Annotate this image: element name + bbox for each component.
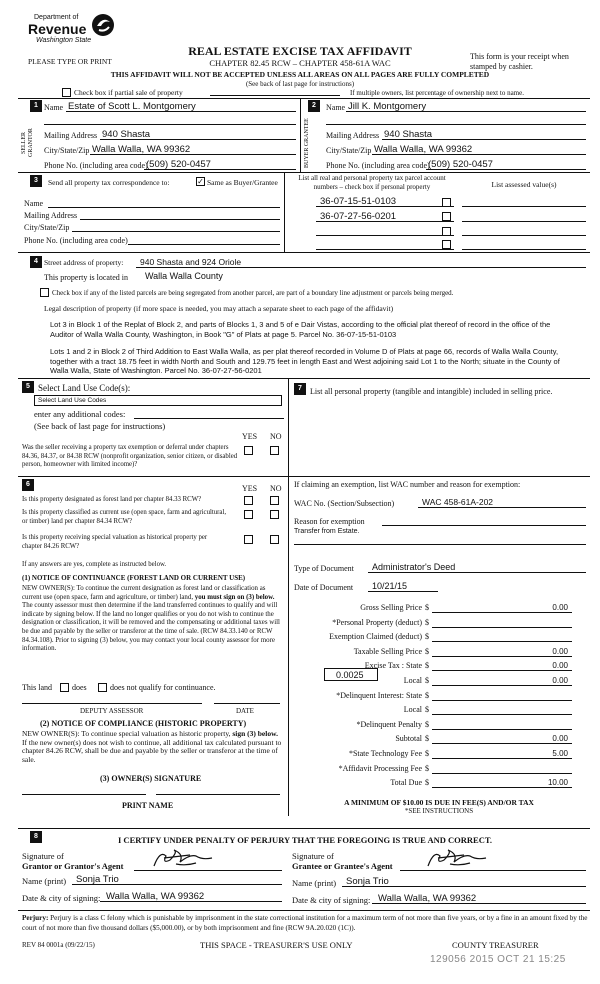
deputy-line (22, 703, 202, 704)
tax-row-label: Exemption Claimed (deduct) (329, 632, 422, 641)
s2-name-label: Name (326, 103, 346, 112)
grantor-name-label: Name (print) (22, 876, 67, 886)
section-5-badge: 5 (22, 381, 34, 393)
wac-label: WAC No. (Section/Subsection) (294, 499, 395, 508)
tax-row-amount: 0.00 (552, 661, 568, 670)
tax-row-label: Subtotal (395, 734, 422, 743)
grantee-agent-label: Grantee or Grantee's Agent (292, 861, 393, 871)
tax-row-line (432, 612, 572, 613)
parcel-2: 36-07-27-56-0201 (320, 211, 397, 222)
doc-date-line (368, 591, 438, 592)
parcel-2-checkbox[interactable] (442, 212, 451, 221)
parcel-line-2 (316, 221, 454, 222)
s3-phone-label: Phone No. (including area code) (24, 236, 128, 245)
tax-row-label: *Delinquent Interest: State (336, 691, 422, 700)
s5-no: NO (270, 432, 282, 441)
does-not-checkbox[interactable] (98, 683, 107, 692)
tax-row-amount: 5.00 (552, 749, 568, 758)
tax-row-amount: 0.00 (552, 603, 568, 612)
same-as-buyer-checkbox[interactable]: ✓ (197, 177, 204, 186)
section-7-badge: 7 (294, 383, 306, 395)
continuance-text-a: NEW OWNER(S): To continue the current designation as forest land or classification as current use (open space, farm and agriculture, or timber) land, (22, 585, 266, 601)
doc-type-line (368, 572, 586, 573)
s6-q3: Is this property receiving special valuation as historical property per chapter 84.26 RCW? (22, 534, 208, 550)
rule (18, 828, 590, 829)
rule (18, 378, 590, 379)
treasurer-space: THIS SPACE - TREASURER'S USE ONLY (200, 940, 353, 950)
certify: I CERTIFY UNDER PENALTY OF PERJURY THAT THE FOREGOING IS TRUE AND CORRECT. (118, 835, 493, 845)
s2-mail-label: Mailing Address (326, 131, 380, 140)
tax-row-line (432, 656, 572, 657)
grantor-date-label: Date & city of signing: (22, 893, 101, 903)
personal-property: List all personal property (tangible and intangible) included in selling price. (310, 387, 553, 396)
tax-row-amount: 0.00 (552, 676, 568, 685)
reason-line-2 (294, 544, 586, 545)
wac-value: WAC 458-61A-202 (422, 497, 494, 507)
street-value: 940 Shasta and 924 Oriole (140, 257, 242, 267)
tax-row-dollar: $ (425, 603, 429, 612)
buyer-grantee-label: BUYER GRANTEE (304, 118, 310, 168)
owner-sig-line-1 (22, 794, 146, 795)
tax-row-dollar: $ (425, 676, 429, 685)
s6-q2-no[interactable] (270, 510, 279, 519)
assessed-line-1 (462, 206, 586, 207)
tax-row-line (432, 743, 572, 744)
s2-name: Jill K. Montgomery (348, 101, 427, 112)
receipt-note: This form is your receipt when stamped by cashier. (470, 52, 569, 71)
historic-text-b: If the new owner(s) does not wish to continue, all additional tax calculated pursuant to chapter 84.26 RCW, shall be due and payable by the seller or transferor at the time of sale. (22, 737, 282, 764)
date-line (214, 703, 280, 704)
logo-department: Department of (34, 14, 79, 21)
tax-row-line (432, 641, 572, 642)
grantor-place: Walla Walla, WA 99362 (106, 891, 205, 902)
minimum-note: A MINIMUM OF $10.00 IS DUE IN FEE(S) AND/OR TAX (344, 798, 534, 807)
continuance-title: (1) NOTICE OF CONTINUANCE (FOREST LAND OR CURRENT USE) (22, 574, 246, 582)
assessed-line-2 (462, 221, 586, 222)
tax-row-label: Total Due (390, 778, 422, 787)
tax-row-dollar: $ (425, 749, 429, 758)
tax-row-label: *Delinquent Penalty (356, 720, 422, 729)
section-2-badge: 2 (308, 100, 320, 112)
tax-row-label: Taxable Selling Price (353, 647, 422, 656)
seller-grantor-label: SELLER GRANTOR (21, 128, 34, 158)
reason-value: Transfer from Estate. (294, 528, 360, 535)
s6-q1-no[interactable] (270, 496, 279, 505)
tax-row-label: Local (403, 705, 422, 714)
section-1-badge: 1 (30, 100, 42, 112)
rule (18, 252, 590, 253)
perjury-bold: Perjury: (22, 914, 49, 922)
partial-sale-checkbox[interactable] (62, 88, 71, 97)
s1-mail-line (100, 139, 296, 140)
s1-name: Estate of Scott L. Montgomery (68, 101, 196, 112)
grantee-name-line (342, 886, 586, 887)
tax-row-amount: 10.00 (547, 778, 568, 787)
s3-send-label: Send all property tax correspondence to: (48, 178, 170, 187)
assessed-line-4 (462, 249, 586, 250)
s1-city-line (90, 154, 296, 155)
s3-mail-line (80, 219, 280, 220)
deputy-label: DEPUTY ASSESSOR (80, 707, 144, 715)
owner-sig-line-2 (156, 794, 280, 795)
assessed-line-3 (462, 235, 586, 236)
date-label: DATE (236, 707, 254, 715)
owner-signature-label: (3) OWNER(S) SIGNATURE (100, 774, 202, 783)
section-6-badge: 6 (22, 479, 34, 491)
tax-row-line (432, 700, 572, 701)
section-3-badge: 3 (30, 175, 42, 187)
s3-name-line (48, 207, 280, 208)
s3-phone-line (128, 244, 280, 245)
grantor-agent-label: Grantor or Grantor's Agent (22, 861, 124, 871)
local-rate-value: 0.0025 (336, 670, 364, 680)
tax-row-dollar: $ (425, 720, 429, 729)
assessed-header: List assessed value(s) (491, 180, 557, 189)
grantor-sig-of: Signature of (22, 851, 64, 861)
s1-phone-label: Phone No. (including area code) (44, 161, 148, 170)
doc-type-value: Administrator's Deed (372, 562, 456, 572)
parcel-line-3 (316, 235, 454, 236)
grantee-place-line (372, 903, 586, 904)
s2-phone-line (426, 169, 586, 170)
rev-number: REV 84 0001a (09/22/15) (22, 941, 95, 949)
section-4-badge: 4 (30, 256, 42, 268)
parcel-line-4 (316, 249, 454, 250)
perjury-text: Perjury is a class C felony which is punishable by imprisonment in the state correctional institution for a maximum term of not more than five years, or by a fine in an amount fixed by the court of not more than five thousand dollars ($5,000.00), or by both imprisonment and fine (RCW 9A.20.020 (1C)). (22, 914, 588, 932)
parcel-header: List all real and personal property tax parcel account numbers – check box if personal property (298, 174, 446, 191)
see-instructions: *SEE INSTRUCTIONS (404, 807, 474, 815)
s1-city: Walla Walla, WA 99362 (92, 144, 191, 155)
tax-row-line (432, 714, 572, 715)
tax-row-label: Excise Tax : State (364, 661, 422, 670)
rule (300, 98, 301, 172)
tax-row-dollar: $ (425, 647, 429, 656)
reason-line (382, 525, 586, 526)
treasurer-stamp: 129056 2015 OCT 21 15:25 (430, 954, 566, 965)
rule (18, 172, 590, 173)
s3-name-label: Name (24, 199, 44, 208)
parcel-line-1 (316, 206, 454, 207)
tax-row-line (432, 787, 572, 788)
see-back: (See back of last page for instructions) (245, 80, 355, 88)
dor-logo (28, 12, 128, 52)
rule (288, 378, 289, 816)
print-name-label: PRINT NAME (122, 801, 174, 810)
s3-city-line (72, 231, 280, 232)
does-checkbox[interactable] (60, 683, 69, 692)
reason-label: Reason for exemption (294, 517, 365, 526)
doc-type-label: Type of Document (294, 564, 354, 573)
s1-mail: 940 Shasta (102, 129, 151, 140)
logo-revenue: Revenue (28, 21, 87, 37)
continuance-text-b: The county assessor must then determine if the land transferred continues to qualify and will indicate by signing below. If the land no longer qualifies or you do not wish to continue the designation or classification, it will be removed and the compensating or additional taxes will be due and payable by the seller or transferor at the time of sale. (RCW 84.33.140 or RCW 84.34.108). Prior to signing (3) below, you may contact your local county assessor for more information. (22, 602, 280, 653)
tax-row-amount: 0.00 (552, 734, 568, 743)
land-use-select[interactable] (34, 395, 282, 406)
grantor-place-line (100, 901, 282, 902)
legal-desc-2: Lots 1 and 2 in Block 2 of Third Addition to East Walla Walla, as per plat thereof recorded in Volume D of Plats at page 66, records of Walla Walla County, together with a tract 18.75 feet in width North and South and 129.75 feet in length East and West adjoining said Lot 1 to the North; situate in the County of Walla Walla, State of Washington. Parcel No. 36-07-27-56-0201 (50, 347, 560, 375)
does-label: does (72, 683, 87, 692)
historic-text-bold: sign (3) below. (232, 729, 278, 738)
s3-city-label: City/State/Zip (24, 223, 70, 232)
s2-name-line (346, 111, 586, 112)
rule (18, 910, 590, 911)
s1-extra-line (44, 124, 296, 125)
tax-row-label: *State Technology Fee (348, 749, 422, 758)
historic-text (22, 730, 284, 764)
please-type: PLEASE TYPE OR PRINT (28, 57, 112, 66)
s6-q2: Is this property classified as current use (open space, farm and agricultural, or timber) land per chapter 84.34 RCW? (22, 509, 227, 525)
local-rate-box[interactable] (324, 668, 378, 681)
tax-row-dollar: $ (425, 734, 429, 743)
legal-desc-1: Lot 3 in Block 1 of the Replat of Block 2, and parts of Blocks 1, 3 and 5 of e Dair Vistas, according to the official plat thereof of record in the office of the Auditor of Walla Walla County, Washington, in Book "G" of Plats at page 5. Parcel No. 36-07-15-51-0103 (50, 320, 551, 339)
s6-if-yes: If any answers are yes, complete as instructed below. (22, 561, 167, 568)
revenue-swirl-icon (90, 12, 116, 38)
page-subtitle: CHAPTER 82.45 RCW – CHAPTER 458-61A WAC (209, 58, 391, 68)
street-line (136, 267, 586, 268)
tax-row-line (432, 670, 572, 671)
does-not-label: does not qualify for continuance. (110, 683, 216, 692)
tax-row-line (432, 758, 572, 759)
tax-row-label: *Affidavit Processing Fee (338, 764, 422, 773)
multiple-owners: If multiple owners, list percentage of ownership next to name. (350, 89, 524, 97)
tax-row-dollar: $ (425, 632, 429, 641)
parcel-3-checkbox[interactable] (442, 227, 451, 236)
s2-city: Walla Walla, WA 99362 (374, 144, 473, 155)
s6-yes: YES (242, 484, 258, 493)
continuance-text-bold: you must sign on (3) below. (194, 593, 275, 601)
tax-row-label: Local (403, 676, 422, 685)
s3-same-as: Same as Buyer/Grantee (207, 178, 278, 187)
doc-date-label: Date of Document (294, 583, 354, 592)
tax-row-dollar: $ (425, 705, 429, 714)
historic-title: (2) NOTICE OF COMPLIANCE (HISTORIC PROPERTY) (40, 719, 247, 728)
tax-row-dollar: $ (425, 764, 429, 773)
s2-phone-label: Phone No. (including area code) (326, 161, 430, 170)
logo-state: Washington State (36, 37, 92, 44)
s6-q1-yes[interactable] (244, 496, 253, 505)
grantee-name-label: Name (print) (292, 878, 337, 888)
s5-no-checkbox[interactable] (270, 446, 279, 455)
grantor-name: Sonja Trio (76, 874, 119, 885)
grantee-signature-icon (424, 846, 494, 872)
grantee-date-label: Date & city of signing: (292, 895, 371, 905)
tax-row-line (432, 773, 572, 774)
rule (284, 172, 285, 252)
s3-mail-label: Mailing Address (24, 211, 78, 220)
partial-sale-line (210, 95, 340, 96)
tax-row-line (432, 685, 572, 686)
s6-q3-no[interactable] (270, 535, 279, 544)
tax-row-dollar: $ (425, 691, 429, 700)
s2-city-line (372, 154, 586, 155)
grantor-signature-icon (150, 846, 220, 872)
perjury-note (22, 914, 588, 933)
tax-row-dollar: $ (425, 778, 429, 787)
grantee-sig-of: Signature of (292, 851, 334, 861)
segregated-checkbox[interactable] (40, 288, 49, 297)
legal-label: Legal description of property (if more space is needed, you may attach a separate sheet to each page of the affidavit) (44, 304, 394, 313)
grantor-name-line (72, 884, 282, 885)
tax-row-line (432, 627, 572, 628)
parcel-1: 36-07-15-51-0103 (320, 196, 397, 207)
s2-phone: (509) 520-0457 (428, 159, 493, 170)
s1-city-label: City/State/Zip (44, 146, 90, 155)
s5-yes: YES (242, 432, 258, 441)
continuance-text (22, 585, 284, 654)
s6-q2-yes[interactable] (244, 510, 253, 519)
tax-row-amount: 0.00 (552, 647, 568, 656)
additional-codes-label: enter any additional codes: (34, 409, 126, 419)
wac-line (418, 507, 586, 508)
located-label: This property is located in (44, 273, 128, 282)
county-value: Walla Walla County (145, 271, 223, 281)
s1-name-label: Name (44, 103, 64, 112)
parcel-1-checkbox[interactable] (442, 198, 451, 207)
page-title: REAL ESTATE EXCISE TAX AFFIDAVIT (188, 44, 412, 58)
doc-date-value: 10/21/15 (372, 581, 408, 591)
s2-city-label: City/State/Zip (326, 146, 372, 155)
land-use-label: Select Land Use Code(s): (38, 383, 131, 393)
s2-extra-line (326, 124, 586, 125)
s5-question: Was the seller receiving a property tax exemption or deferral under chapters 84.36, 84.37, or 84.38 RCW (nonprofit organization, senior citizen, or disabled person, homeowner with limited income)? (22, 444, 238, 468)
partial-sale-label: Check box if partial sale of property (74, 88, 183, 97)
tax-row-label: Gross Selling Price (360, 603, 422, 612)
rule (18, 476, 590, 477)
s2-mail: 940 Shasta (384, 129, 433, 140)
tax-row-dollar: $ (425, 661, 429, 670)
rule (18, 98, 590, 99)
tax-row-label: *Personal Property (deduct) (332, 618, 422, 627)
s1-phone-line (144, 169, 296, 170)
this-land-label: This land (22, 683, 52, 692)
exemption-intro: If claiming an exemption, list WAC number and reason for exemption: (294, 480, 521, 489)
tax-row-dollar: $ (425, 618, 429, 627)
s6-q3-yes[interactable] (244, 535, 253, 544)
s6-q1: Is this property designated as forest land per chapter 84.33 RCW? (22, 496, 202, 503)
land-use-select-value: Select Land Use Codes (38, 397, 107, 404)
warning: THIS AFFIDAVIT WILL NOT BE ACCEPTED UNLESS ALL AREAS ON ALL PAGES ARE FULLY COMPLETED (110, 70, 490, 79)
grantee-name: Sonja Trio (346, 876, 389, 887)
s1-mail-label: Mailing Address (44, 131, 98, 140)
s5-see-back: (See back of last page for instructions) (34, 421, 166, 431)
historic-text-a: NEW OWNER(S): To continue special valuation as historic property, (22, 729, 231, 738)
s1-phone: (509) 520-0457 (146, 159, 211, 170)
grantee-place: Walla Walla, WA 99362 (378, 893, 477, 904)
segregated-label: Check box if any of the listed parcels are being segregated from another parcel, are part of a boundary line adjustment or parcels being merged. (52, 289, 454, 297)
parcel-4-checkbox[interactable] (442, 240, 451, 249)
s2-mail-line (382, 139, 586, 140)
s6-no: NO (270, 484, 282, 493)
s5-yes-checkbox[interactable] (244, 446, 253, 455)
tax-row-line (432, 729, 572, 730)
additional-codes-line (134, 418, 284, 419)
street-label: Street address of property: (44, 258, 124, 267)
section-8-badge: 8 (30, 831, 42, 843)
county-treasurer: COUNTY TREASURER (452, 940, 539, 950)
s1-name-line (66, 111, 296, 112)
